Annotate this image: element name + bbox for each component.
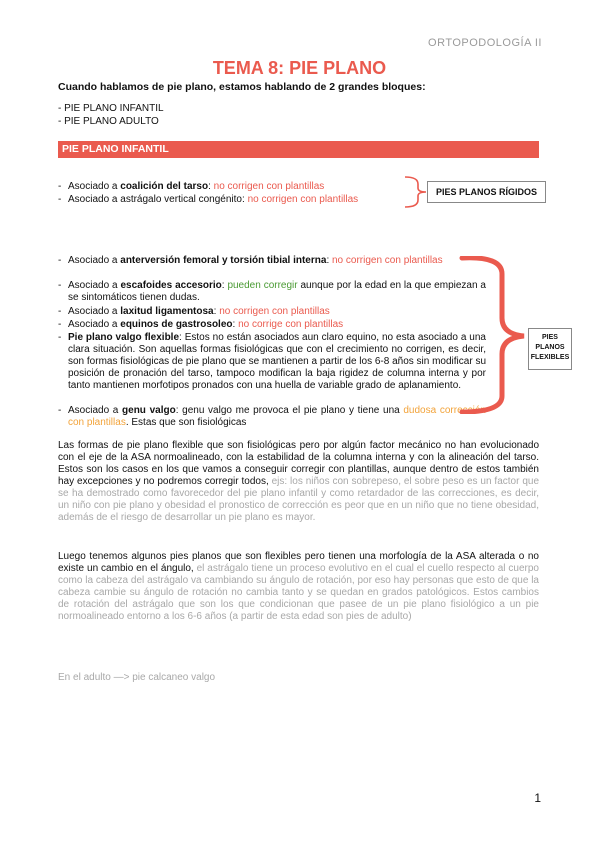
list-item: - Asociado a coalición del tarso: no corrigen con plantillas <box>58 181 325 192</box>
list-item: - PIE PLANO ADULTO <box>58 116 164 129</box>
flexible-label-box: PIES PLANOS FLEXIBLES <box>528 328 572 370</box>
section-heading-bar: PIE PLANO INFANTIL <box>58 141 539 158</box>
bracket-flexible <box>458 256 528 414</box>
bracket-rigid <box>400 176 430 208</box>
list-item: - Asociado a equinos de gastrosoleo: no corrige con plantillas <box>58 319 344 330</box>
rigid-label-box: PIES PLANOS RÍGIDOS <box>427 181 546 203</box>
page-number: 1 <box>534 791 541 805</box>
page-title: TEMA 8: PIE PLANO <box>212 58 387 78</box>
running-header: ORTOPODOLOGÍA II <box>428 37 542 49</box>
list-item: - Asociado a astrágalo vertical congénito: no corrigen con plantillas <box>58 194 359 205</box>
list-item: - Asociado a laxitud ligamentosa: no corrigen con plantillas <box>58 306 330 317</box>
list-item: - Asociado a anterversión femoral y torsión tibial interna: no corrigen con plantillas <box>58 255 443 266</box>
list-item: - PIE PLANO INFANTIL <box>58 103 164 116</box>
intro-text: Cuando hablamos de pie plano, estamos hablando de 2 grandes bloques: <box>58 81 426 93</box>
paragraph: Luego tenemos algunos pies planos que son flexibles pero tienen una morfología de la ASA alterada o no existe un cambio en el ángulo, el astrágalo tiene un proceso evolutivo en el cual el cuello respecto al cuerpo como la cabeza del astrágalo va cambiando su ángulo de rotación, por eso hay personas que esto de que la cabeza cambie su ángulo de rotación no cambia tanto y se quedan en grados patológicos. Estos cambios de rotación del astrágalo que son los que condicionan que pasee de un pie plano fisiológico a un pie normoalineado entorno a los 6-6 años (a partir de esta edad son pies de adulto) <box>58 551 539 622</box>
paragraph: Las formas de pie plano flexible que son fisiológicas pero por algún factor mecánico no han evolucionado con el eje de la ASA normoalineado, con la estabilidad de la columna interna y con la alineación del tarso. Estos son los casos en los que vamos a conseguir corregir con plantillas, aunque dentro de estos también hay excepciones y no podremos corregir todos, ejs: los niños con sobrepeso, el sobre peso es un factor que se ha demostrado como favorecedor del pie plano infantil y como retardador de las correcciones, es decir, un niño con pie plano y obesidad el pronostico de corrección es peor que en un niño que no tiene obesidad, además de el riesgo de desarrollar un pie plano es mayor. <box>58 440 540 523</box>
list-item: - Asociado a escafoides accesorio: pueden corregir aunque por la edad en la que empiezan a se sintomáticos tienen dudas. <box>58 280 486 303</box>
blocks-list <box>58 103 164 128</box>
footer-note: En el adulto —> pie calcaneo valgo <box>58 672 216 683</box>
list-item: - Asociado a genu valgo: genu valgo me provoca el pie plano y tiene una dudosa corrección con plantillas. Estas que son fisiológicas <box>58 405 486 428</box>
list-item: - Pie plano valgo flexible: Estos no están asociados aun claro equino, no esta asociado a una clara situación. Son aquellas formas fisiológicas que con el crecimiento no corrigen, es decir, son formas fisiológicas de pie plano que se mantienen a partir de los 6-8 años sin modificar su posición de pronación del tarso, tampoco modifican la baja rigidez de columna interna y por tanto mantienen morfotipos pronados con una huella de variable grado de aplanamiento. <box>58 332 487 391</box>
